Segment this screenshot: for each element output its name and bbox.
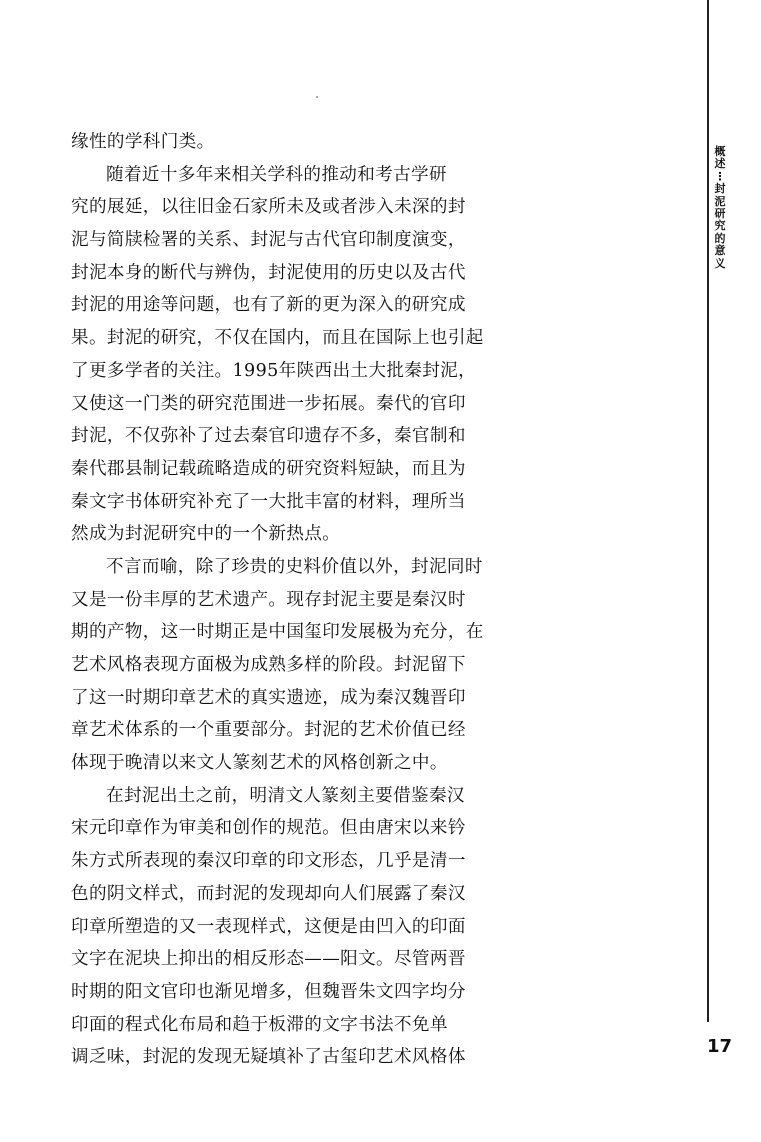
text-line: 章艺术体系的一个重要部分。封泥的艺术价值已经	[71, 720, 466, 741]
running-head: 概 述 ⋮ 封 泥 研 究 的 意 义	[714, 145, 726, 270]
text-line: 缘性的学科门类。	[71, 132, 215, 152]
text-line: 秦文字书体研究补充了一大批丰富的材料，理所当	[71, 491, 466, 512]
text-line: 了更多学者的关注。1995年陕西出土大批秦封泥，	[71, 360, 477, 381]
text-line: 又使这一门类的研究范围进一步拓展。秦代的官印	[71, 393, 466, 414]
page-number: 17	[707, 1036, 733, 1057]
scan-speck	[316, 96, 318, 98]
text-line: 印面的程式化布局和趋于板滞的文字书法不免单	[71, 1014, 448, 1035]
text-line: 封泥本身的断代与辨伪，封泥使用的历史以及古代	[71, 262, 466, 283]
text-line: 宋元印章作为审美和创作的规范。但由唐宋以来钤	[71, 818, 466, 839]
text-line: 秦代郡县制记载疏略造成的研究资料短缺，而且为	[71, 458, 466, 479]
text-line: 艺术风格表现方面极为成熟多样的阶段。封泥留下	[71, 655, 466, 675]
text-line: 期的产物，这一时期正是中国玺印发展极为充分，在	[71, 622, 484, 643]
text-line: 又是一份丰厚的艺术遗产。现存封泥主要是秦汉时	[71, 589, 466, 610]
text-line: 文字在泥块上抑出的相反形态——阳文。尽管两晋	[71, 949, 466, 970]
text-line: 果。封泥的研究，不仅在国内，而且在国际上也引起	[71, 328, 484, 349]
text-line: 不言而喻，除了珍贵的史料价值以外，封泥同时	[106, 556, 483, 577]
margin-rule	[707, 0, 709, 1022]
text-line: 泥与简牍检署的关系、封泥与古代官印制度演变，	[71, 230, 466, 251]
text-line: 色的阴文样式，而封泥的发现却向人们展露了秦汉	[71, 883, 466, 904]
text-line: 朱方式所表现的秦汉印章的印文形态，几乎是清一	[71, 851, 466, 872]
text-line: 在封泥出土之前，明清文人篆刻主要借鉴秦汉	[106, 785, 465, 806]
text-line: 封泥的用途等问题，也有了新的更为深入的研究成	[71, 295, 466, 316]
body-text	[71, 126, 527, 1074]
text-line: 封泥，不仅弥补了过去秦官印遗存不多，秦官制和	[71, 426, 466, 447]
text-line: 了这一时期印章艺术的真实遗迹，成为秦汉魏晋印	[71, 687, 466, 708]
text-line: 随着近十多年来相关学科的推动和考古学研	[106, 164, 447, 185]
text-line: 印章所塑造的又一表现样式，这便是由凹入的印面	[71, 916, 466, 937]
text-line: 调乏味，封泥的发现无疑填补了古玺印艺术风格体	[71, 1047, 466, 1068]
text-line: 然成为封泥研究中的一个新热点。	[71, 524, 341, 545]
text-line: 究的展延，以往旧金石家所未及或者涉入未深的封	[71, 197, 466, 218]
text-line: 时期的阳文官印也渐见增多，但魏晋朱文四字均分	[71, 981, 466, 1002]
text-line: 体现于晚清以来文人篆刻艺术的风格创新之中。	[71, 753, 448, 774]
